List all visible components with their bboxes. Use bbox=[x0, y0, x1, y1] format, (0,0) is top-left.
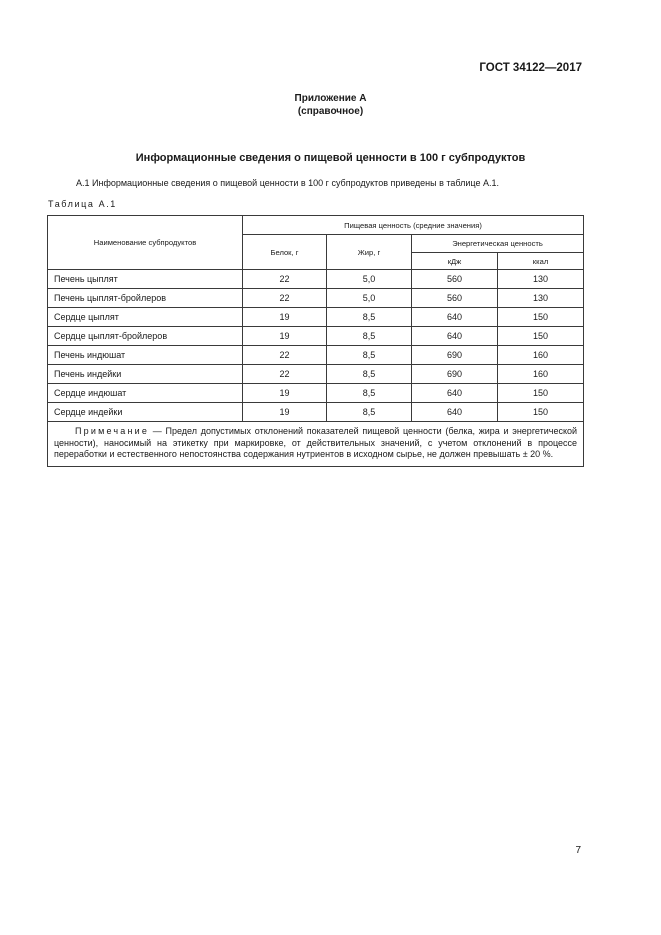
row-fat-cell: 8,5 bbox=[327, 346, 412, 365]
row-kcal-cell: 150 bbox=[498, 327, 584, 346]
row-kcal-cell: 150 bbox=[498, 384, 584, 403]
row-name-cell: Печень индюшат bbox=[48, 346, 243, 365]
row-kcal-cell: 130 bbox=[498, 270, 584, 289]
row-kj-cell: 640 bbox=[412, 384, 498, 403]
row-fat-cell: 8,5 bbox=[327, 403, 412, 422]
table-row bbox=[48, 384, 584, 403]
row-name-cell: Печень цыплят-бройлеров bbox=[48, 289, 243, 308]
table-row bbox=[48, 308, 584, 327]
table-row bbox=[48, 365, 584, 384]
row-kj-cell: 560 bbox=[412, 289, 498, 308]
row-fat-cell: 8,5 bbox=[327, 308, 412, 327]
row-kcal-cell: 160 bbox=[498, 346, 584, 365]
row-name-cell: Печень индейки bbox=[48, 365, 243, 384]
row-fat-cell: 8,5 bbox=[327, 384, 412, 403]
header-kcal: ккал bbox=[498, 253, 584, 270]
row-kcal-cell: 150 bbox=[498, 308, 584, 327]
table-row bbox=[48, 403, 584, 422]
row-kj-cell: 640 bbox=[412, 308, 498, 327]
section-heading: Информационные сведения о пищевой ценности в 100 г субпродуктов bbox=[135, 152, 526, 164]
header-fat: Жир, г bbox=[327, 235, 412, 270]
header-energy: Энергетическая ценность bbox=[412, 235, 584, 253]
row-protein-cell: 19 bbox=[243, 403, 327, 422]
row-kj-cell: 560 bbox=[412, 270, 498, 289]
row-fat-cell: 8,5 bbox=[327, 327, 412, 346]
row-fat-cell: 5,0 bbox=[327, 270, 412, 289]
row-name-cell: Сердце индейки bbox=[48, 403, 243, 422]
row-kj-cell: 690 bbox=[412, 365, 498, 384]
row-kcal-cell: 160 bbox=[498, 365, 584, 384]
header-name: Наименование субпродуктов bbox=[48, 216, 243, 270]
annex-title: Приложение А bbox=[294, 93, 367, 104]
row-name-cell: Печень цыплят bbox=[48, 270, 243, 289]
row-kj-cell: 640 bbox=[412, 327, 498, 346]
row-kcal-cell: 130 bbox=[498, 289, 584, 308]
page-number: 7 bbox=[575, 845, 581, 856]
table-note bbox=[48, 422, 584, 467]
table-caption: Таблица А.1 bbox=[48, 199, 117, 209]
row-kcal-cell: 150 bbox=[498, 403, 584, 422]
row-protein-cell: 22 bbox=[243, 270, 327, 289]
annex-subtitle: (справочное) bbox=[297, 106, 364, 117]
row-fat-cell: 5,0 bbox=[327, 289, 412, 308]
row-protein-cell: 19 bbox=[243, 384, 327, 403]
table-row bbox=[48, 270, 584, 289]
row-protein-cell: 22 bbox=[243, 346, 327, 365]
row-kj-cell: 640 bbox=[412, 403, 498, 422]
standard-number: ГОСТ 34122—2017 bbox=[479, 62, 582, 74]
row-protein-cell: 19 bbox=[243, 308, 327, 327]
table-row bbox=[48, 289, 584, 308]
row-kj-cell: 690 bbox=[412, 346, 498, 365]
header-kj: кДж bbox=[412, 253, 498, 270]
note-text: — Предел допустимых отклонений показателей пищевой ценности (белка, жира и энергетической ценности), наносимый на этикетку при маркировке, от действительных значений, с учетом отклонений в процессе переработки и естественного непостоянства содержания нутриентов в исходном сырье, не должен превышать ± 20 %. bbox=[54, 426, 578, 459]
row-protein-cell: 19 bbox=[243, 327, 327, 346]
nutrition-table bbox=[47, 215, 584, 467]
row-name-cell: Сердце цыплят-бройлеров bbox=[48, 327, 243, 346]
header-group: Пищевая ценность (средние значения) bbox=[243, 216, 584, 235]
row-fat-cell: 8,5 bbox=[327, 365, 412, 384]
row-protein-cell: 22 bbox=[243, 289, 327, 308]
row-protein-cell: 22 bbox=[243, 365, 327, 384]
row-name-cell: Сердце индюшат bbox=[48, 384, 243, 403]
header-protein: Белок, г bbox=[243, 235, 327, 270]
annex-block bbox=[0, 92, 661, 118]
table-row bbox=[48, 346, 584, 365]
intro-paragraph: А.1 Информационные сведения о пищевой ценности в 100 г субпродуктов приведены в таблице А.1. bbox=[76, 178, 499, 188]
table-row bbox=[48, 327, 584, 346]
row-name-cell: Сердце цыплят bbox=[48, 308, 243, 327]
note-label: Примечание bbox=[75, 426, 150, 436]
